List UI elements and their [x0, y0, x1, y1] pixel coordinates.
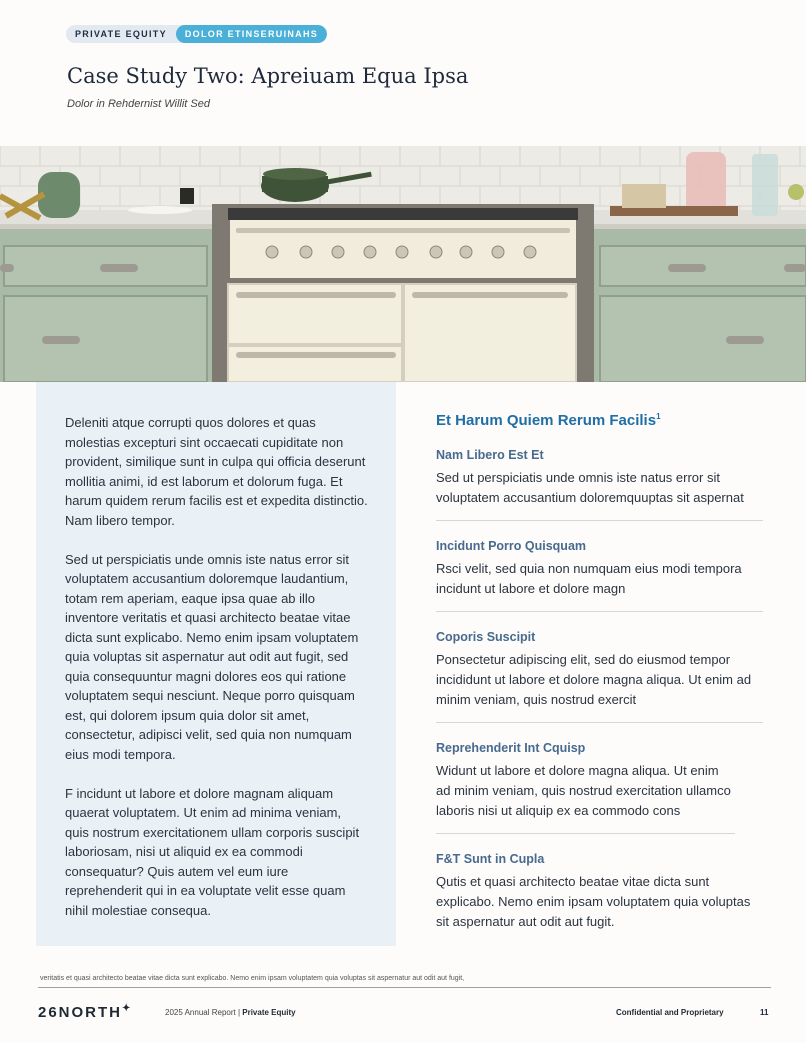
highlight-heading: Coporis Suscipit: [436, 630, 536, 644]
highlight-body: Sed ut perspiciatis unde omnis iste natus error sit voluptatem accusantium doloremquuptas sit aspernat: [436, 470, 744, 505]
intro-paragraph: F incidunt ut labore et dolore magnam aliquam quaerat voluptatem. Ut enim ad minima veniam, quis nostrum exercitationem ullam corporis suscipit laboriosam, nisi ut aliquid ex ea commodi consequatur? Quis autem vel eum iure reprehenderit qui in ea voluptate velit esse quam nihil molestiae consequa.: [65, 785, 360, 918]
highlight-item: [436, 741, 735, 834]
highlight-item: [436, 539, 763, 612]
highlight-item: [436, 852, 763, 944]
confidential-label: Confidential and Proprietary: [616, 1008, 724, 1017]
footer-divider: [38, 987, 771, 988]
page-subtitle: Dolor in Rehdernist Willit Sed: [67, 98, 210, 110]
highlight-heading: Incidunt Porro Quisquam: [436, 539, 587, 553]
footnote: veritatis et quasi architecto beatae vitae dicta sunt explicabo. Nemo enim ipsam voluptatem quia voluptas sit aspernatur aut odit aut fugit,: [40, 975, 465, 982]
highlights-title: Et Harum Quiem Rerum Facilis$^1$: [436, 412, 661, 429]
intro-paragraph: Sed ut perspiciatis unde omnis iste natus error sit voluptatem accusantium doloremque laudantium, totam rem aperiam, eaque ipsa quae ab illo inventore veritatis et quasi architecto beatae vitae dicta sunt explicabo. Nemo enim ipsam voluptatem quia voluptas sit aspernatur aut odit aut fugit, sed quia consequuntur magni dolores eos qui ratione voluptatem sequi nesciunt. Neque porro quisquam est, qui dolorem ipsum quia dolor sit amet, consectetur, adipisci velit, sed quia non numquam eius modi tempora.: [65, 551, 359, 762]
highlight-body: Ponsectetur adipiscing elit, sed do eiusmod tempor incididunt ut labore et dolore magna aliqua. Ut enim ad minim veniam, quis nostrud exercit: [436, 652, 752, 707]
highlight-heading: Reprehenderit Int Cquisp: [436, 741, 586, 755]
report-label: 2025 Annual Report | Private Equity: [165, 1008, 296, 1017]
highlight-body: Rsci velit, sed quia non numquam eius modi tempora incidunt ut labore et dolore magn: [436, 561, 742, 596]
intro-paragraph: Deleniti atque corrupti quos dolores et quas molestias excepturi sint occaecati cupiditate non provident, similique sunt in culpa qui officia deserunt mollitia animi, id est laborum et dolorum fuga. Et harum quidem rerum facilis est et expedita distinctio. Nam libero tempor.: [65, 415, 368, 528]
highlight-item: [436, 448, 763, 521]
page-title: Case Study Two: Apreiuam Equa Ipsa: [67, 64, 469, 88]
kitchen-photo: [0, 146, 806, 382]
highlight-item: [436, 630, 763, 723]
highlights-section: [436, 412, 766, 962]
highlight-body: Widunt ut labore et dolore magna aliqua. Ut enim ad minim veniam, quis nostrud exercitation ullamco laboris nisi ut aliquip ex ea commodo cons: [436, 763, 731, 818]
highlight-body: Qutis et quasi architecto beatae vitae dicta sunt explicabo. Nemo enim ipsam voluptatem quia voluptas sit aspernatur aut odit aut fugit.: [436, 874, 751, 929]
highlight-heading: Nam Libero Est Et: [436, 448, 544, 462]
footnote-marker: 1: [656, 412, 661, 421]
category-tags: [66, 25, 327, 43]
intro-panel: [36, 382, 396, 946]
tag-private-equity: PRIVATE EQUITY: [75, 29, 167, 39]
company-logo: 26NORTH✦: [38, 1003, 131, 1021]
page-number: 11: [760, 1008, 769, 1017]
logo-star-icon: ✦: [122, 1003, 131, 1014]
report-section: Private Equity: [242, 1008, 296, 1017]
tag-secondary: DOLOR ETINSERUINAHS: [176, 25, 327, 43]
highlight-heading: F&T Sunt in Cupla: [436, 852, 545, 866]
